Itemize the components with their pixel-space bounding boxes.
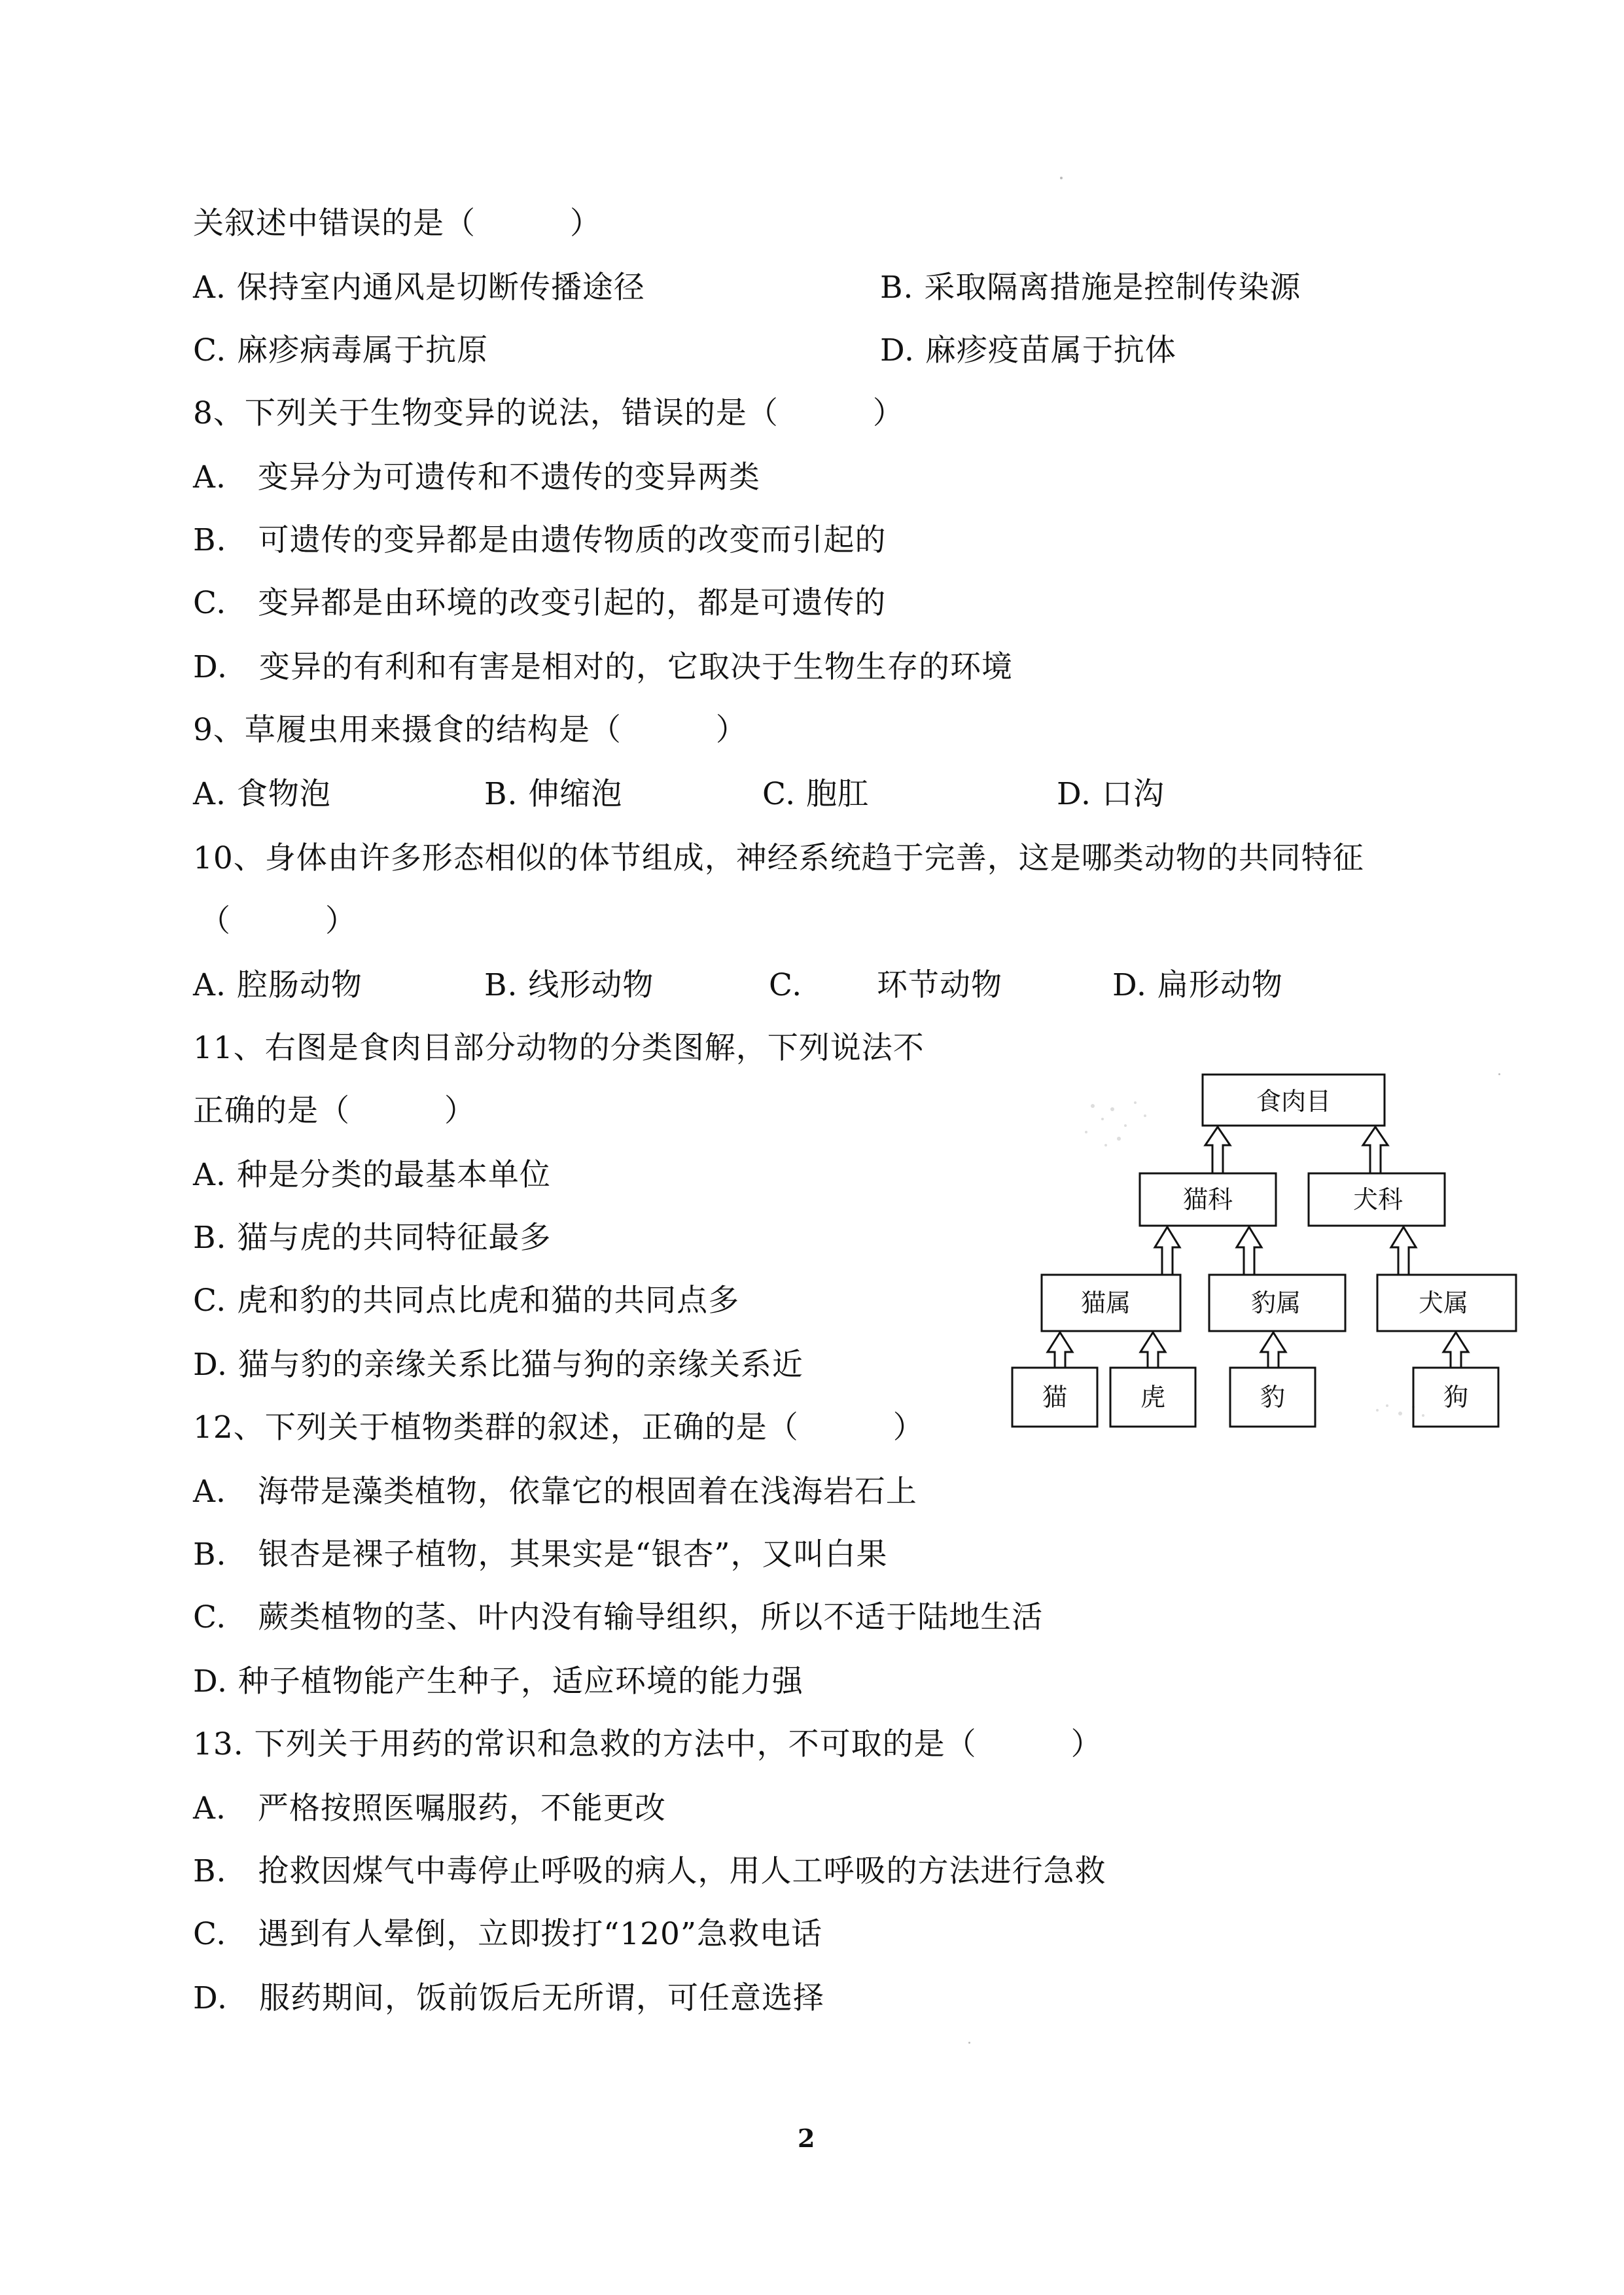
label-species-dog: 狗 — [1443, 1383, 1469, 1412]
q7-option-d: D. 麻疹疫苗属于抗体 — [880, 332, 1176, 368]
scan-speck — [1498, 1073, 1500, 1075]
q10-option-c: C. — [769, 967, 803, 1003]
q11-stem: 11、右图是食肉目部分动物的分类图解，下列说法不 — [193, 1030, 925, 1066]
q11-option-b: B. 猫与虎的共同特征最多 — [193, 1220, 552, 1256]
q7-option-b: B. 采取隔离措施是控制传染源 — [880, 270, 1301, 306]
q7-option-c: C. 麻疹病毒属于抗原 — [193, 332, 489, 368]
q9-option-c: C. 胞肛 — [762, 776, 870, 812]
q8-option-c: C. 变异都是由环境的改变引起的，都是可遗传的 — [193, 585, 887, 621]
q7-stem: 关叙述中错误的是（ ） — [193, 205, 601, 241]
q13-option-a: A. 严格按照医嘱服药，不能更改 — [193, 1790, 666, 1826]
q10-stem: 10、身体由许多形态相似的体节组成，神经系统趋于完善，这是哪类动物的共同特征 — [193, 840, 1364, 876]
q13-stem: 13. 下列关于用药的常识和急救的方法中，不可取的是（ ） — [193, 1726, 1103, 1762]
label-species-cat: 猫 — [1042, 1383, 1068, 1412]
label-family-dog: 犬科 — [1353, 1185, 1403, 1214]
label-genus-leopard: 豹属 — [1251, 1289, 1301, 1317]
q11-option-d: D. 猫与豹的亲缘关系比猫与狗的亲缘关系近 — [193, 1347, 803, 1383]
q9-stem: 9、草履虫用来摄食的结构是（ ） — [193, 712, 747, 748]
q12-option-b: B. 银杏是裸子植物，其果实是“银杏”，又叫白果 — [193, 1537, 888, 1573]
q13-option-b: B. 抢救因煤气中毒停止呼吸的病人，用人工呼吸的方法进行急救 — [193, 1853, 1106, 1889]
q10-option-b: B. 线形动物 — [484, 967, 654, 1003]
q9-option-b: B. 伸缩泡 — [484, 776, 623, 812]
label-genus-dog: 犬属 — [1419, 1289, 1469, 1317]
q8-option-a: A. 变异分为可遗传和不遗传的变异两类 — [193, 459, 760, 495]
scan-speck — [968, 2042, 970, 2044]
label-species-tiger: 虎 — [1140, 1383, 1166, 1412]
q8-option-b: B. 可遗传的变异都是由遗传物质的改变而引起的 — [193, 522, 887, 558]
page-number: 2 — [798, 2124, 815, 2153]
q12-stem: 12、下列关于植物类群的叙述，正确的是（ ） — [193, 1410, 925, 1446]
q12-option-c: C. 蕨类植物的茎、叶内没有输导组织，所以不适于陆地生活 — [193, 1599, 1044, 1635]
q9-option-a: A. 食物泡 — [193, 776, 331, 812]
q11-stem-cont: 正确的是（ ） — [193, 1093, 476, 1129]
q10-stem-cont: （ ） — [200, 903, 357, 939]
label-genus-cat: 猫属 — [1081, 1289, 1131, 1317]
taxonomy-diagram — [995, 1047, 1531, 1440]
q11-option-a: A. 种是分类的最基本单位 — [193, 1157, 551, 1193]
q12-option-d: D. 种子植物能产生种子，适应环境的能力强 — [193, 1663, 803, 1699]
q9-option-d: D. 口沟 — [1057, 776, 1165, 812]
label-family-cat: 猫科 — [1183, 1185, 1233, 1214]
label-order: 食肉目 — [1256, 1087, 1332, 1116]
q8-option-d: D. 变异的有利和有害是相对的，它取决于生物生存的环境 — [193, 649, 1013, 685]
q13-option-d: D. 服药期间，饭前饭后无所谓，可任意选择 — [193, 1980, 824, 2016]
q10-option-a: A. 腔肠动物 — [193, 967, 362, 1003]
label-species-leopard: 豹 — [1260, 1383, 1286, 1412]
q10-option-d: D. 扁形动物 — [1112, 967, 1283, 1003]
q12-option-a: A. 海带是藻类植物，依靠它的根固着在浅海岩石上 — [193, 1474, 917, 1510]
scan-speck — [1060, 177, 1063, 179]
q13-option-c: C. 遇到有人晕倒，立即拨打“120”急救电话 — [193, 1916, 822, 1952]
q10-option-c-text: 环节动物 — [877, 967, 1002, 1003]
q11-option-c: C. 虎和豹的共同点比虎和猫的共同点多 — [193, 1283, 740, 1319]
q8-stem: 8、下列关于生物变异的说法，错误的是（ ） — [193, 395, 904, 431]
q7-option-a: A. 保持室内通风是切断传播途径 — [193, 270, 645, 306]
